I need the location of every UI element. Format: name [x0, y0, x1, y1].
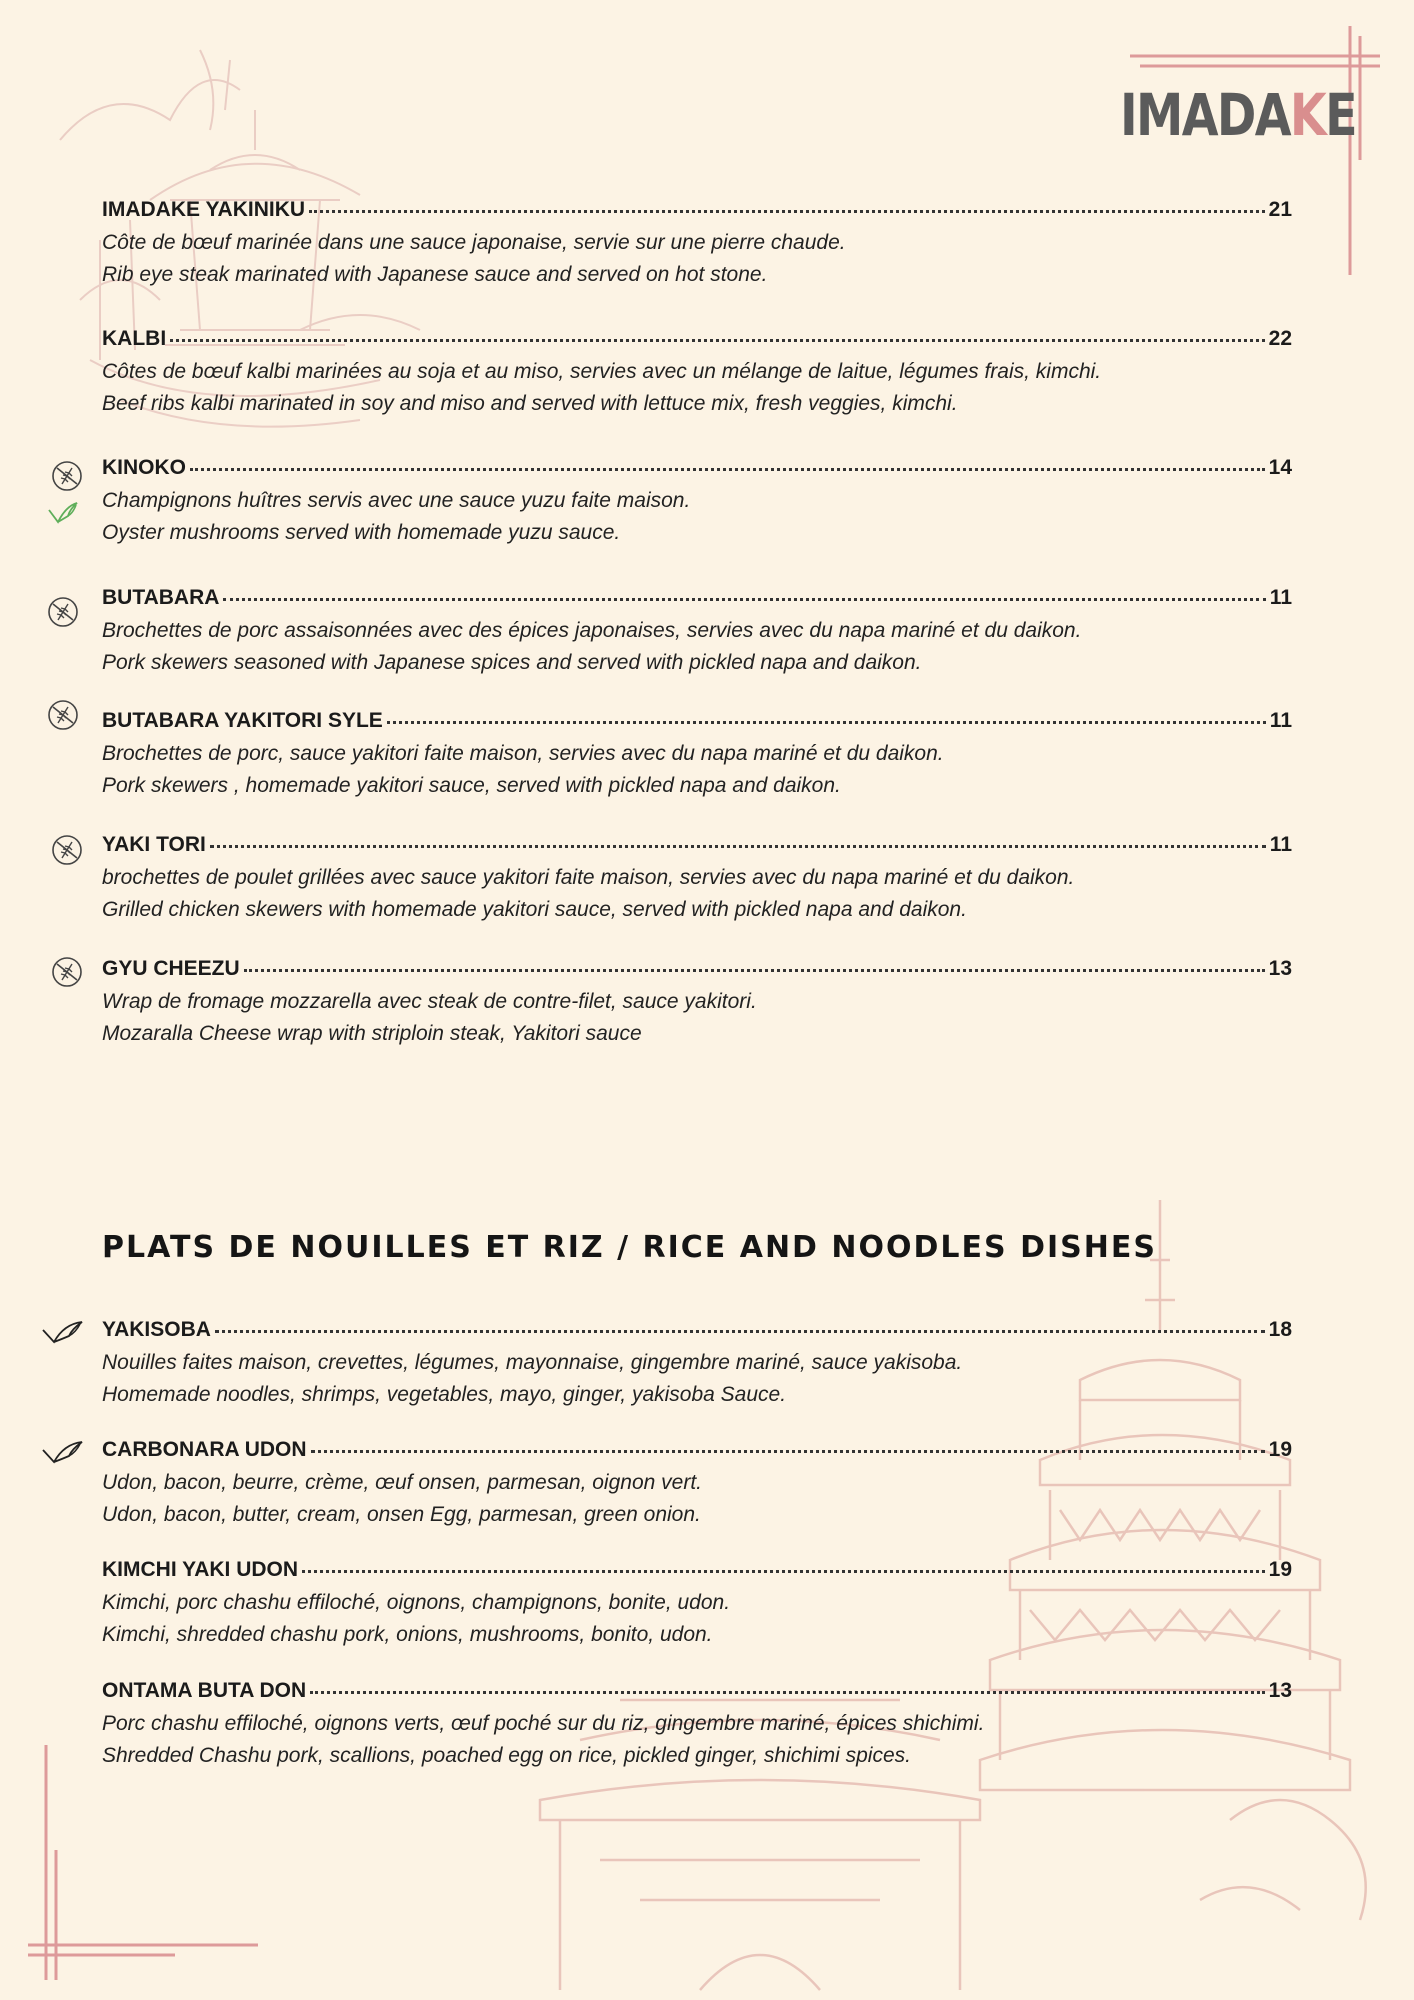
- menu-item: [102, 456, 1292, 549]
- item-name: KIMCHI YAKI UDON: [102, 1558, 299, 1581]
- menu-item: [102, 1438, 1292, 1531]
- menu-item: [102, 957, 1292, 1050]
- menu-item: [102, 1558, 1292, 1651]
- gluten-free-icon: [50, 955, 84, 989]
- item-price: 22: [1268, 327, 1292, 350]
- item-desc-en: Mozaralla Cheese wrap with striploin steak, Yakitori sauce: [102, 1022, 642, 1045]
- item-desc-fr: Porc chashu effiloché, oignons verts, œuf poché sur du riz, gingembre mariné, épices shichimi.: [102, 1712, 985, 1735]
- dot-leader: [302, 1566, 1265, 1573]
- item-price: 11: [1269, 833, 1292, 856]
- item-name: GYU CHEEZU: [102, 957, 240, 980]
- item-name: BUTABARA YAKITORI SYLE: [102, 709, 383, 732]
- item-price: 21: [1268, 198, 1292, 221]
- item-desc-en: Grilled chicken skewers with homemade yakitori sauce, served with pickled napa and daikon.: [102, 898, 967, 921]
- item-desc-en: Shredded Chashu pork, scallions, poached egg on rice, pickled ginger, shichimi spices.: [102, 1744, 911, 1767]
- brand-logo: IMADAKE: [1120, 81, 1356, 149]
- dot-leader: [310, 1687, 1265, 1694]
- item-desc-fr: Côte de bœuf marinée dans une sauce japonaise, servie sur une pierre chaude.: [102, 231, 846, 254]
- item-desc-fr: Nouilles faites maison, crevettes, légumes, mayonnaise, gingembre mariné, sauce yakisoba.: [102, 1351, 963, 1374]
- dot-leader: [170, 335, 1264, 342]
- item-desc-en: Kimchi, shredded chashu pork, onions, mushrooms, bonito, udon.: [102, 1623, 713, 1646]
- item-desc-fr: Côtes de bœuf kalbi marinées au soja et au miso, servies avec un mélange de laitue, légumes frais, kimchi.: [102, 360, 1102, 383]
- item-price: 13: [1268, 1679, 1292, 1702]
- vegan-leaf-icon: [46, 496, 80, 530]
- item-desc-fr: Udon, bacon, beurre, crème, œuf onsen, parmesan, oignon vert.: [102, 1471, 702, 1494]
- menu-item: [102, 1679, 1292, 1772]
- item-desc-fr: Brochettes de porc, sauce yakitori faite maison, servies avec du napa mariné et du daikon.: [102, 742, 944, 765]
- item-name: BUTABARA: [102, 586, 220, 609]
- menu-item: [102, 833, 1292, 926]
- item-desc-en: Pork skewers seasoned with Japanese spices and served with pickled napa and daikon.: [102, 651, 922, 674]
- item-desc-fr: Brochettes de porc assaisonnées avec des épices japonaises, servies avec du napa mariné et du daikon.: [102, 619, 1082, 642]
- item-desc-fr: brochettes de poulet grillées avec sauce yakitori faite maison, servies avec du napa mariné et du daikon.: [102, 866, 1075, 889]
- leaf-icon: [40, 1316, 86, 1350]
- gluten-free-icon: [46, 698, 80, 732]
- item-desc-en: Pork skewers , homemade yakitori sauce, served with pickled napa and daikon.: [102, 774, 841, 797]
- item-name: KALBI: [102, 327, 167, 350]
- item-price: 19: [1268, 1438, 1292, 1461]
- gluten-free-icon: [50, 833, 84, 867]
- item-name: IMADAKE YAKINIKU: [102, 198, 306, 221]
- menu-item: [102, 586, 1292, 679]
- section-title: PLATS DE NOUILLES ET RIZ / RICE AND NOODLES DISHES: [102, 1230, 1157, 1265]
- item-name: YAKI TORI: [102, 833, 206, 856]
- menu-item: [102, 1318, 1292, 1411]
- item-name: ONTAMA BUTA DON: [102, 1679, 307, 1702]
- item-desc-en: Beef ribs kalbi marinated in soy and miso and served with lettuce mix, fresh veggies, kimchi.: [102, 392, 958, 415]
- dot-leader: [244, 965, 1265, 972]
- item-name: CARBONARA UDON: [102, 1438, 307, 1461]
- item-desc-en: Rib eye steak marinated with Japanese sauce and served on hot stone.: [102, 263, 768, 286]
- menu-item: [102, 198, 1292, 291]
- item-price: 11: [1269, 586, 1292, 609]
- menu-item: [102, 327, 1292, 420]
- item-price: 13: [1268, 957, 1292, 980]
- item-price: 11: [1269, 709, 1292, 732]
- item-desc-en: Oyster mushrooms served with homemade yuzu sauce.: [102, 521, 621, 544]
- item-desc-fr: Champignons huîtres servis avec une sauce yuzu faite maison.: [102, 489, 691, 512]
- gluten-free-icon: [50, 459, 84, 493]
- gluten-free-icon: [46, 595, 80, 629]
- dot-leader: [309, 206, 1265, 213]
- item-desc-fr: Wrap de fromage mozzarella avec steak de contre-filet, sauce yakitori.: [102, 990, 757, 1013]
- item-price: 19: [1268, 1558, 1292, 1581]
- dot-leader: [215, 1326, 1265, 1333]
- item-price: 18: [1268, 1318, 1292, 1341]
- dot-leader: [190, 464, 1265, 471]
- leaf-icon: [40, 1436, 86, 1470]
- dot-leader: [210, 841, 1266, 848]
- item-desc-en: Udon, bacon, butter, cream, onsen Egg, parmesan, green onion.: [102, 1503, 701, 1526]
- dot-leader: [223, 594, 1265, 601]
- item-desc-fr: Kimchi, porc chashu effiloché, oignons, champignons, bonite, udon.: [102, 1591, 731, 1614]
- item-desc-en: Homemade noodles, shrimps, vegetables, mayo, ginger, yakisoba Sauce.: [102, 1383, 787, 1406]
- item-name: KINOKO: [102, 456, 186, 479]
- item-name: YAKISOBA: [102, 1318, 211, 1341]
- menu-item: [102, 709, 1292, 802]
- dot-leader: [311, 1446, 1265, 1453]
- item-price: 14: [1268, 456, 1292, 479]
- dot-leader: [387, 717, 1266, 724]
